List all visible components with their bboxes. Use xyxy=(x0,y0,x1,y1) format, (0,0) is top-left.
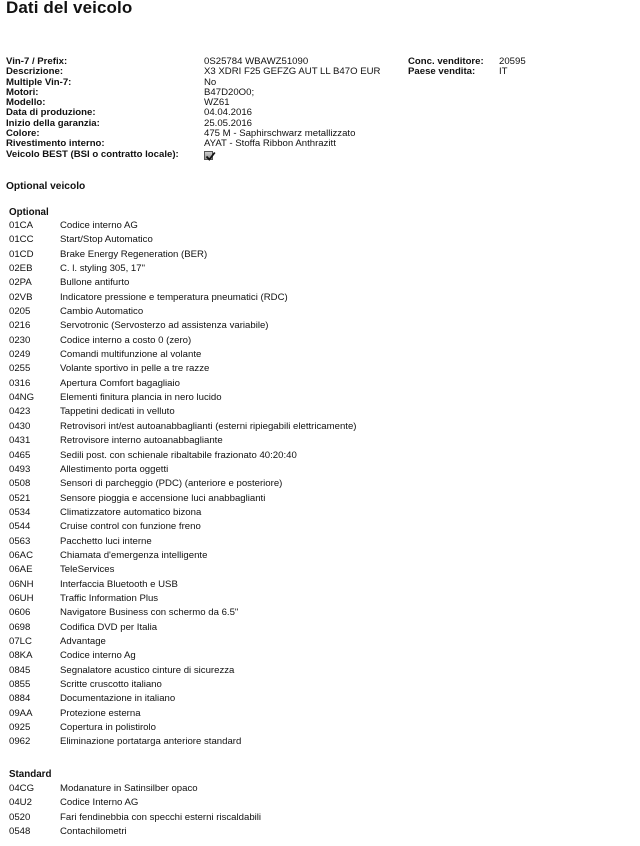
info-row xyxy=(6,98,636,108)
option-description: Start/Stop Automatico xyxy=(60,234,153,246)
option-code: 06NH xyxy=(9,578,34,590)
page-title: Dati del veicolo xyxy=(6,0,133,17)
option-code: 01CC xyxy=(9,234,34,246)
info-value-secondary: IT xyxy=(499,66,508,78)
option-description: Codice interno Ag xyxy=(60,650,136,662)
option-code: 0925 xyxy=(9,722,31,734)
option-description: Sensore pioggia e accensione luci anabbaglianti xyxy=(60,492,266,504)
info-value: 0S25784 WBAWZ51090 xyxy=(204,56,309,67)
option-code: 0230 xyxy=(9,334,31,346)
option-code: 0520 xyxy=(9,811,31,823)
option-description: Volante sportivo in pelle a tre razze xyxy=(60,363,210,375)
option-description: Climatizzatore automatico bizona xyxy=(60,506,202,518)
option-code: 0563 xyxy=(9,535,31,547)
option-description: Codice Interno AG xyxy=(60,797,139,809)
option-description: Cambio Automatico xyxy=(60,306,144,318)
option-description: Servotronic (Servosterzo ad assistenza variabile) xyxy=(60,320,269,332)
option-description: Documentazione in italiano xyxy=(60,693,176,705)
option-description: Apertura Comfort bagagliaio xyxy=(60,377,180,389)
option-code: 0255 xyxy=(9,363,31,375)
option-code: 0465 xyxy=(9,449,31,461)
option-code: 09AA xyxy=(9,707,33,719)
option-description: Modanature in Satinsilber opaco xyxy=(60,783,198,794)
option-description: Fari fendinebbia con specchi esterni riscaldabili xyxy=(60,811,262,823)
info-label: Motori: xyxy=(6,86,39,98)
option-code: 0430 xyxy=(9,420,31,432)
info-label-secondary: Paese vendita: xyxy=(408,66,476,78)
option-description: Indicatore pressione e temperatura pneumatici (RDC) xyxy=(60,291,288,303)
info-label: Vin-7 / Prefix: xyxy=(6,56,68,67)
checkmark-icon xyxy=(205,151,216,162)
info-label: Colore: xyxy=(6,128,40,140)
option-code: 0548 xyxy=(9,826,31,838)
option-code: 04U2 xyxy=(9,797,32,809)
info-label: Rivestimento interno: xyxy=(6,138,105,150)
option-description: TeleServices xyxy=(60,564,115,576)
info-value: WZ61 xyxy=(204,97,230,109)
info-row xyxy=(6,108,636,118)
option-code: 0423 xyxy=(9,406,31,418)
option-description: Traffic Information Plus xyxy=(60,592,159,604)
option-code: 0962 xyxy=(9,736,31,748)
info-value: AYAT - Stoffa Ribbon Anthrazitt xyxy=(204,138,336,150)
option-code: 0249 xyxy=(9,349,31,361)
info-label: Modello: xyxy=(6,97,46,109)
info-value: B47D20O0; xyxy=(204,86,255,98)
info-label: Data di produzione: xyxy=(6,107,96,119)
option-code: 0884 xyxy=(9,693,31,705)
option-code: 06AC xyxy=(9,549,33,561)
option-description: Contachilometri xyxy=(60,826,127,838)
option-description: Navigatore Business con schermo da 6.5" xyxy=(60,607,239,619)
option-description: Allestimento porta oggetti xyxy=(60,463,169,475)
best-checkbox[interactable] xyxy=(204,151,213,160)
option-description: Eliminazione portatarga anteriore standard xyxy=(60,736,242,748)
option-code: 02EB xyxy=(9,263,33,275)
option-description: Retrovisori int/est autoanabbaglianti (esterni ripiegabili elettricamente) xyxy=(60,420,357,432)
option-description: Pacchetto luci interne xyxy=(60,535,152,547)
option-code: 04NG xyxy=(9,392,35,404)
info-value: No xyxy=(204,76,217,88)
option-code: 0521 xyxy=(9,492,31,504)
option-description: Elementi finitura plancia in nero lucido xyxy=(60,392,222,404)
option-description: Interfaccia Bluetooth e USB xyxy=(60,578,178,590)
option-code: 0845 xyxy=(9,664,31,676)
standard-list-title: Standard xyxy=(9,769,52,780)
option-code: 0508 xyxy=(9,478,31,490)
option-description: Scritte cruscotto italiano xyxy=(60,679,162,690)
option-description: Advantage xyxy=(60,635,106,647)
option-code: 06AE xyxy=(9,564,33,576)
option-description: Cruise control con funzione freno xyxy=(60,521,201,533)
option-description: C. l. styling 305, 17" xyxy=(60,263,145,275)
option-description: Brake Energy Regeneration (BER) xyxy=(60,248,208,260)
info-label: Descrizione: xyxy=(6,66,64,78)
info-value: 25.05.2016 xyxy=(204,117,253,129)
option-description: Sensori di parcheggio (PDC) (anteriore e posteriore) xyxy=(60,478,283,490)
info-value: 475 M - Saphirschwarz metallizzato xyxy=(204,128,356,140)
option-code: 0493 xyxy=(9,463,31,475)
option-code: 01CD xyxy=(9,248,34,260)
option-code: 04CG xyxy=(9,783,35,794)
option-description: Retrovisore interno autoanabbagliante xyxy=(60,435,223,447)
info-row xyxy=(6,78,636,88)
option-description: Codifica DVD per Italia xyxy=(60,621,158,633)
vehicle-info-table xyxy=(6,57,636,160)
info-row xyxy=(6,67,636,77)
optional-section-title: Optional veicolo xyxy=(6,181,86,192)
info-row-best xyxy=(6,150,636,160)
info-label-secondary: Conc. venditore: xyxy=(408,56,484,67)
option-description: Chiamata d'emergenza intelligente xyxy=(60,549,208,561)
option-code: 01CA xyxy=(9,220,33,231)
option-code: 0606 xyxy=(9,607,31,619)
option-code: 0431 xyxy=(9,435,31,447)
option-description: Codice interno a costo 0 (zero) xyxy=(60,334,192,346)
option-code: 07LC xyxy=(9,635,32,647)
option-description: Protezione esterna xyxy=(60,707,141,719)
info-value: X3 XDRI F25 GEFZG AUT LL B47O EUR xyxy=(204,66,381,78)
option-code: 0316 xyxy=(9,377,31,389)
info-label: Inizio della garanzia: xyxy=(6,117,100,129)
option-code: 0216 xyxy=(9,320,31,332)
option-description: Copertura in polistirolo xyxy=(60,722,156,734)
info-value-secondary: 20595 xyxy=(499,56,526,67)
option-description: Comandi multifunzione al volante xyxy=(60,349,202,361)
option-code: 08KA xyxy=(9,650,33,662)
option-code: 0855 xyxy=(9,679,31,690)
info-label: Multiple Vin-7: xyxy=(6,76,72,88)
option-description: Codice interno AG xyxy=(60,220,138,231)
option-code: 0534 xyxy=(9,506,31,518)
option-code: 06UH xyxy=(9,592,34,604)
option-code: 0698 xyxy=(9,621,31,633)
option-description: Bullone antifurto xyxy=(60,277,130,289)
option-code: 0544 xyxy=(9,521,31,533)
info-value: 04.04.2016 xyxy=(204,107,253,119)
option-description: Sedili post. con schienale ribaltabile frazionato 40:20:40 xyxy=(60,449,297,461)
info-row xyxy=(6,88,636,98)
info-label: Veicolo BEST (BSI o contratto locale): xyxy=(6,148,179,160)
option-code: 02PA xyxy=(9,277,32,289)
option-description: Segnalatore acustico cinture di sicurezza xyxy=(60,664,235,676)
optional-list-title: Optional xyxy=(9,207,49,218)
option-code: 0205 xyxy=(9,306,31,318)
option-code: 02VB xyxy=(9,291,33,303)
option-description: Tappetini dedicati in velluto xyxy=(60,406,175,418)
